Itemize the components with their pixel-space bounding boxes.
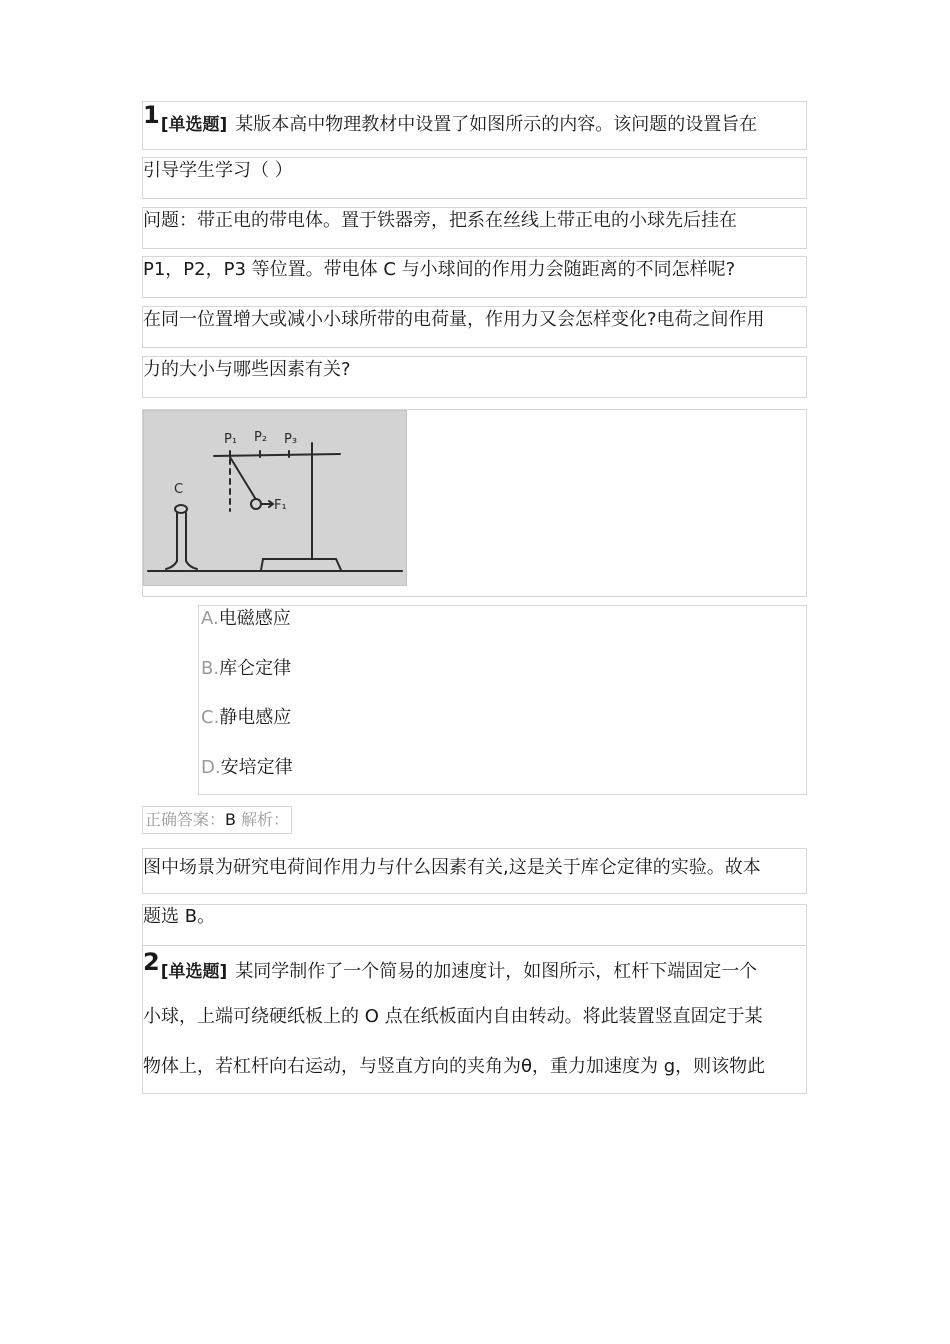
q1-answer-value: B xyxy=(225,810,236,829)
q2-stem-line-3: 物体上，若杠杆向右运动，与竖直方向的夹角为θ，重力加速度为 g，则该物此 xyxy=(143,1056,766,1077)
q1-stem-line-3: 问题：带正电的带电体。置于铁器旁，把系在丝线上带正电的小球先后挂在 xyxy=(143,210,737,231)
q1-figure-row xyxy=(142,409,807,597)
q1-option-a-text: 电磁感应 xyxy=(218,608,291,629)
q2-line-1-text: 某同学制作了一个简易的加速度计，如图所示，杠杆下端固定一个 xyxy=(235,961,758,982)
q1-option-b-key: B. xyxy=(201,658,220,679)
q1-answer-label: 正确答案： xyxy=(145,810,226,829)
q1-figure-image xyxy=(143,410,407,586)
q1-stem-line-4: P1，P2，P3 等位置。带电体 C 与小球间的作用力会随距离的不同怎样呢? xyxy=(143,259,736,280)
q1-option-a[interactable] xyxy=(201,606,291,632)
q1-option-d-text: 安培定律 xyxy=(220,757,293,778)
q1-analysis-line-1: 图中场景为研究电荷间作用力与什么因素有关,这是关于库仑定律的实验。故本 xyxy=(143,857,761,878)
q2-stem-line-2: 小球，上端可绕硬纸板上的 O 点在纸板面内自由转动。将此装置竖直固定于某 xyxy=(143,1006,763,1027)
q1-option-c-key: C. xyxy=(201,707,220,728)
q1-stem-line-2: 引导学生学习（ ） xyxy=(143,160,293,181)
q1-analysis-label: 解析： xyxy=(236,810,290,829)
q1-option-b[interactable] xyxy=(201,656,291,682)
q1-stem-line-5: 在同一位置增大或减小小球所带的电荷量，作用力又会怎样变化?电荷之间作用 xyxy=(143,309,765,330)
q2-number: 2 xyxy=(143,948,160,976)
figure-label-p1: P₁ xyxy=(224,432,238,447)
figure-label-p3: P₃ xyxy=(284,432,298,447)
figure-label-force: F₁ xyxy=(274,498,287,513)
q2-type-badge: [单选题] xyxy=(160,962,228,982)
q1-option-b-text: 库仑定律 xyxy=(219,658,292,679)
q1-answer-box xyxy=(142,806,292,834)
q1-option-a-key: A. xyxy=(201,608,219,629)
q1-option-d-key: D. xyxy=(201,757,221,778)
q1-analysis-line-2: 题选 B。 xyxy=(143,906,216,927)
q1-stem-line-6: 力的大小与哪些因素有关? xyxy=(143,359,351,380)
q2-stem-line-1 xyxy=(143,948,758,985)
q1-option-c-text: 静电感应 xyxy=(219,707,292,728)
figure-label-c: C xyxy=(174,482,184,497)
q1-number: 1 xyxy=(143,101,160,129)
q1-line-1-text: 某版本高中物理教材中设置了如图所示的内容。该问题的设置旨在 xyxy=(235,114,758,135)
figure-label-p2: P₂ xyxy=(254,430,268,445)
q1-type-badge: [单选题] xyxy=(160,115,228,135)
q1-analysis-row-2 xyxy=(142,904,807,946)
q1-option-d[interactable] xyxy=(201,755,293,781)
q1-stem-line-1 xyxy=(143,101,758,138)
q1-option-c[interactable] xyxy=(201,705,291,731)
